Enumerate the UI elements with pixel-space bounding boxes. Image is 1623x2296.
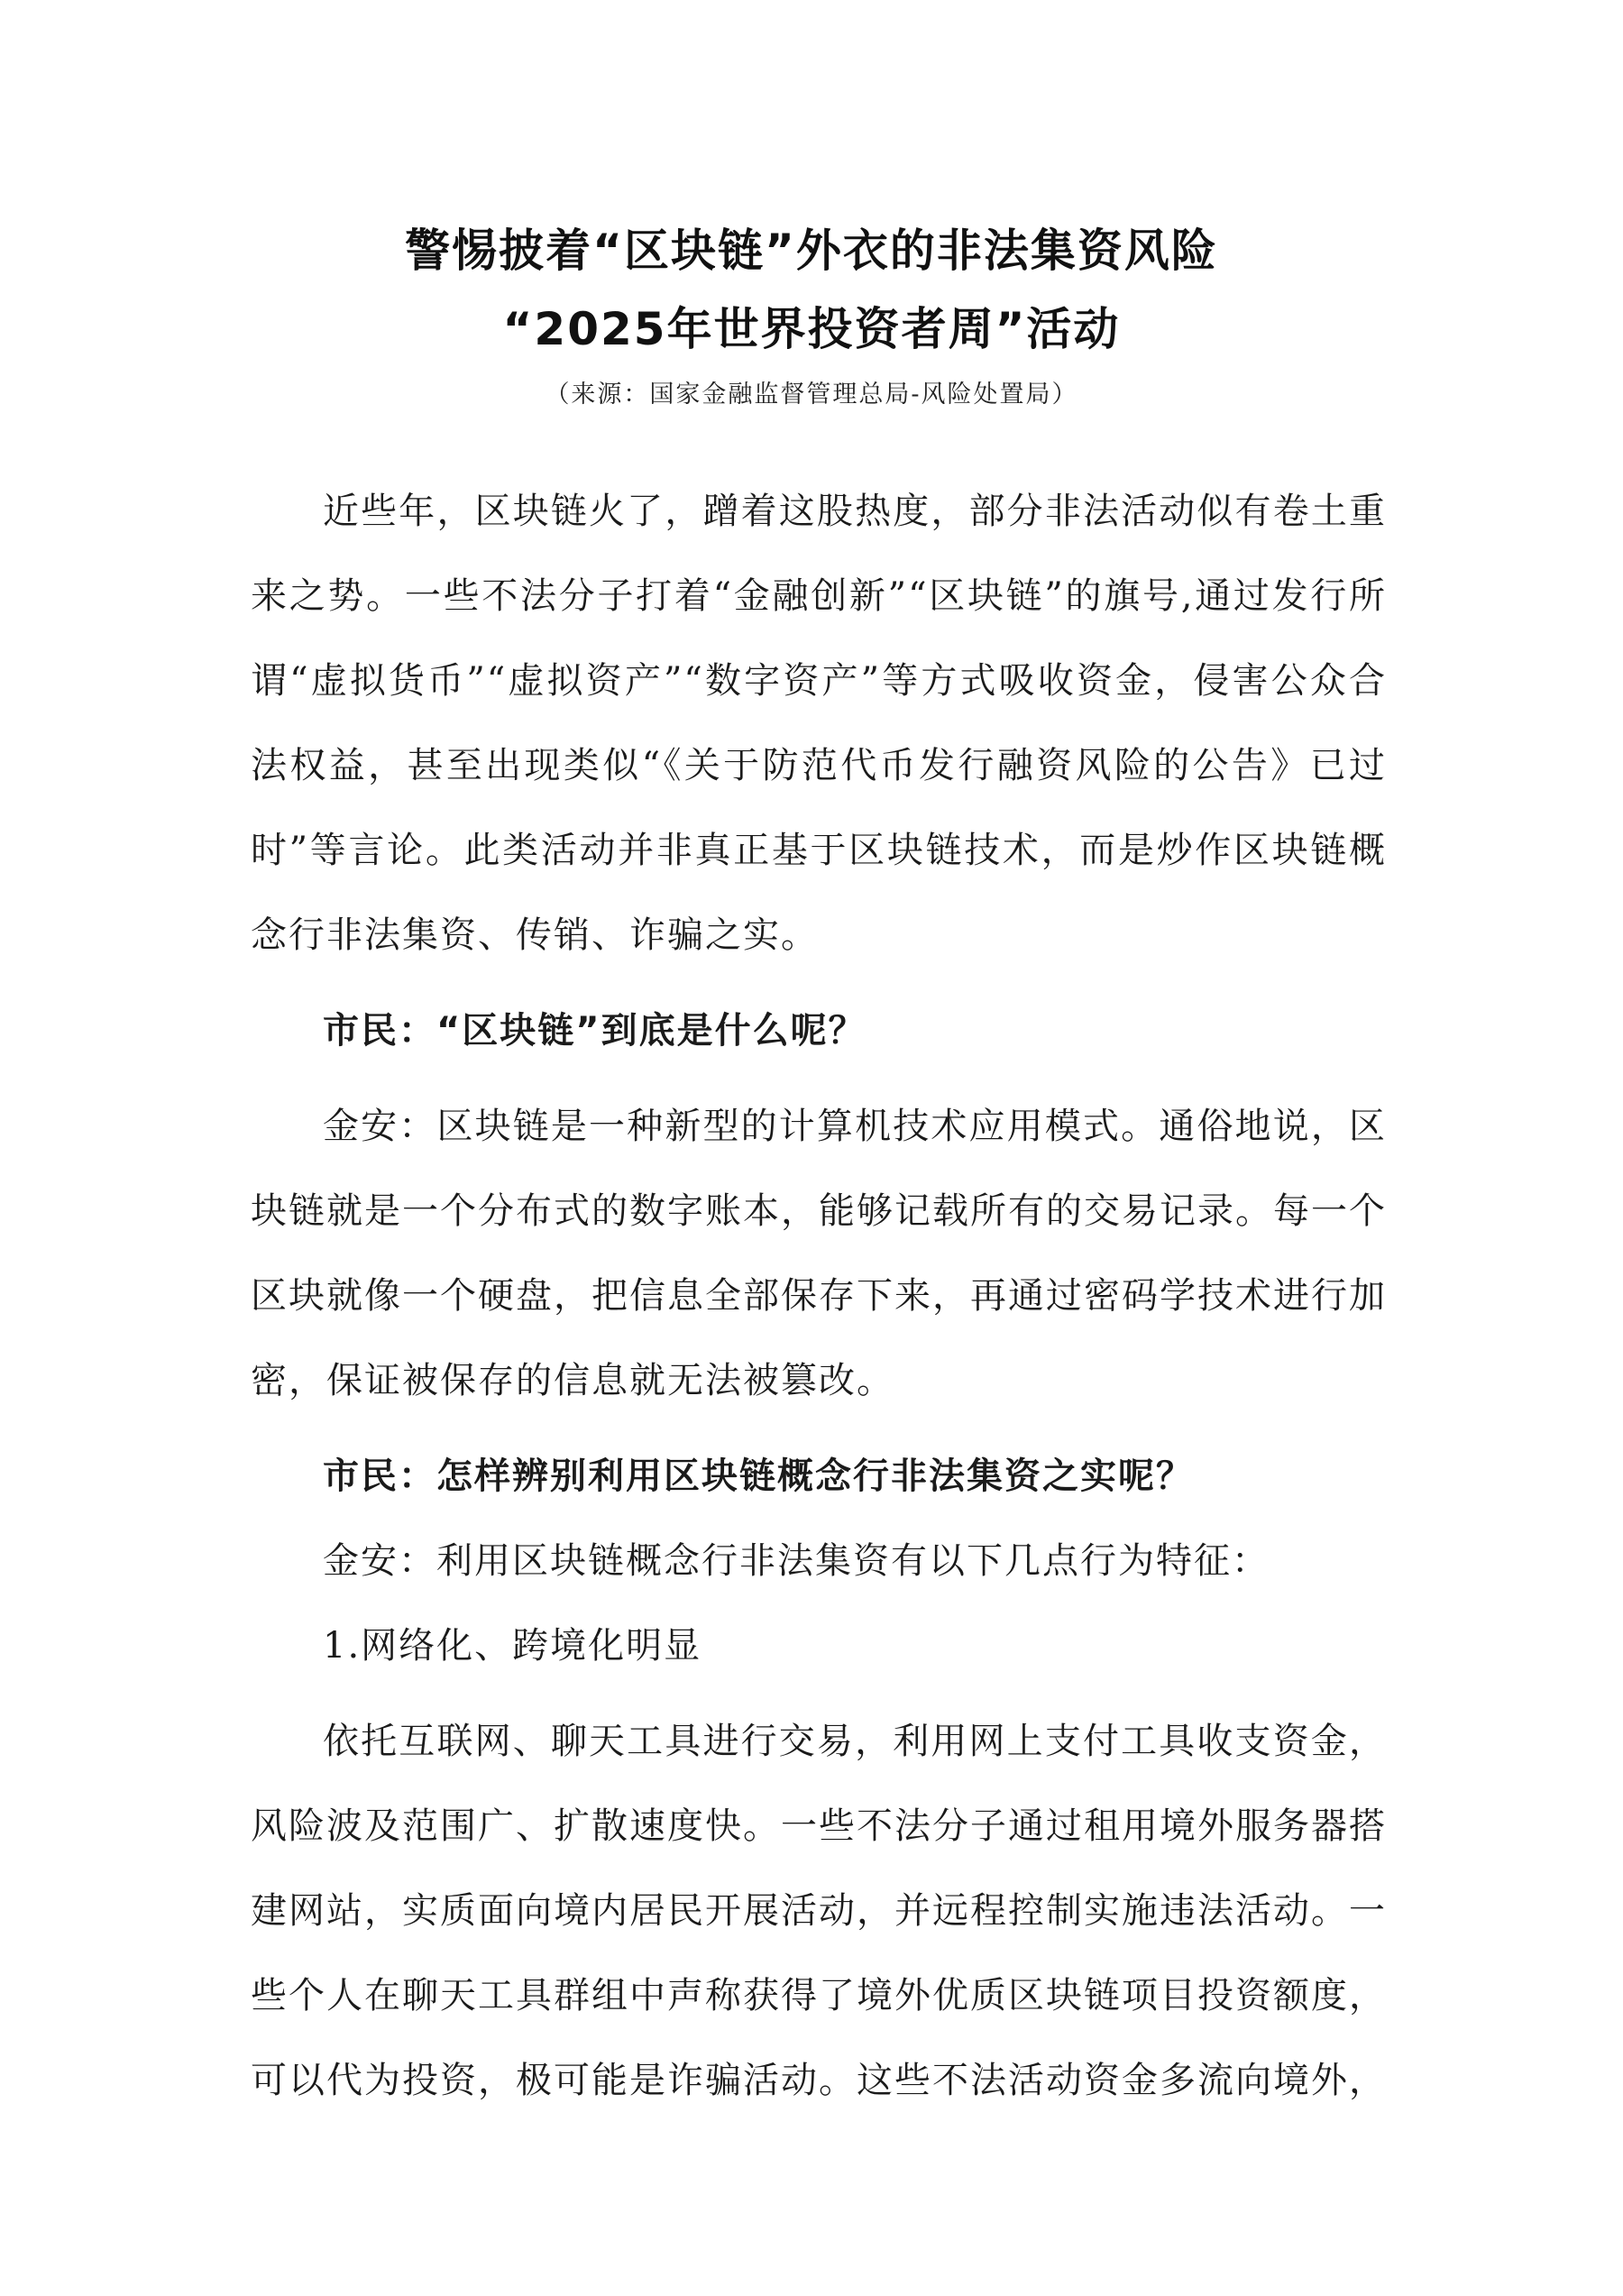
article-body bbox=[251, 469, 1387, 2144]
answer-2: 金安：利用区块链概念行非法集资有以下几点行为特征： bbox=[323, 1540, 1270, 1582]
question-2: 市民：怎样辨别利用区块链概念行非法集资之实呢？ bbox=[323, 1456, 1194, 1497]
page-title: 警惕披着“区块链”外衣的非法集资风险 bbox=[405, 225, 1218, 277]
intro-paragraph: 近些年，区块链火了，蹭着这股热度，部分非法活动似有卷土重来之势。一些不法分子打着“金融创新”“区块链”的旗号,通过发行所谓“虚拟货币”“虚拟资产”“数字资产”等方式吸收资金，侵害公众合法权益，甚至出现类似“《关于防范代币发行融资风险的公告》已过时”等言论。此类活动并非真正基于区块链技术，而是炒作区块链概念行非法集资、传销、诈骗之实。 bbox=[251, 491, 1387, 956]
answer-1: 金安：区块链是一种新型的计算机技术应用模式。通俗地说，区块链就是一个分布式的数字账本，能够记载所有的交易记录。每一个区块就像一个硬盘，把信息全部保存下来，再通过密码学技术进行加密，保证被保存的信息就无法被篡改。 bbox=[251, 1106, 1387, 1401]
page-subtitle: “2025年世界投资者周”活动 bbox=[502, 303, 1121, 355]
feature-1-body: 依托互联网、聊天工具进行交易，利用网上支付工具收支资金，风险波及范围广、扩散速度快。一些不法分子通过租用境外服务器搭建网站，实质面向境内居民开展活动，并远程控制实施违法活动。一些个人在聊天工具群组中声称获得了境外优质区块链项目投资额度，可以代为投资，极可能是诈骗活动。这些不法活动资金多流向境外， bbox=[251, 1721, 1387, 2101]
question-1: 市民：“区块链”到底是什么呢？ bbox=[323, 1010, 867, 1052]
feature-1-heading: 1.网络化、跨境化明显 bbox=[323, 1625, 702, 1667]
source-note: （来源：国家金融监督管理总局-风险处置局） bbox=[545, 381, 1078, 409]
